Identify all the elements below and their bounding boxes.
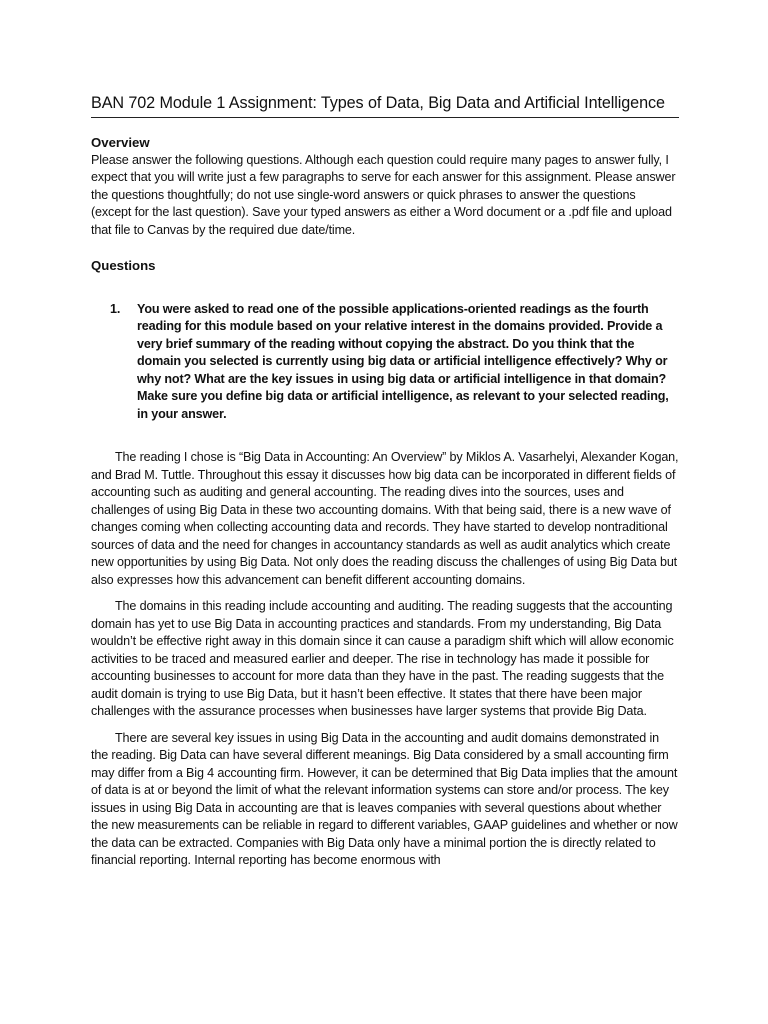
document-content <box>91 92 679 879</box>
question-text: You were asked to read one of the possible applications-oriented readings as the fourth reading for this module based on your relative interest in the domains provided. Provide a very brief summary of the reading without copying the abstract. Do you think that the domain you selected is currently using big data or artificial intelligence effectively? Why or why not? What are the key issues in using big data or artificial intelligence in that domain? Make sure you define big data or artificial intelligence, as relevant to your selected reading, in your answer. <box>137 301 669 421</box>
question-item <box>91 301 679 424</box>
answer-paragraph-3: There are several key issues in using Big Data in the accounting and audit domains demonstrated in the reading. Big Data can have several different meanings. Big Data considered by a small accounting firm may differ from a Big 4 accounting firm. However, it can be determined that Big Data implies that the amount of data is at or beyond the limit of what the relevant information systems can store and/or process. The key issues in using Big Data in accounting are that is leaves companies with several questions about whether the new measurements can be reliable in regard to different variables, GAAP guidelines and whether or now the data can be extracted. Companies with Big Data only have a minimal portion the is directly related to financial reporting. Internal reporting has become enormous with <box>91 730 678 867</box>
overview-text: Please answer the following questions. Although each question could require many pages to answer fully, I expect that you will write just a few paragraphs to serve for each answer for this assignment. Please answer the questions thoughtfully; do not use single-word answers or quick phrases to answer the questions (except for the last question). Save your typed answers as either a Word document or a .pdf file and upload that file to Canvas by the required due date/time. <box>91 152 676 237</box>
document-title: BAN 702 Module 1 Assignment: Types of Data, Big Data and Artificial Intelligence <box>91 92 679 118</box>
questions-heading: Questions <box>91 258 156 273</box>
answer-paragraph-2: The domains in this reading include accounting and auditing. The reading suggests that the accounting domain has yet to use Big Data in accounting practices and standards. From my understanding, Big Data wouldn’t be effective right away in this domain since it can cause a paradigm shift which will allow economic activities to be traced and measured earlier and deeper. The rise in technology has made it possible for accounting businesses to account for more data than they have in the past. The reading suggests that the audit domain is trying to use Big Data, but it hasn’t been effective. It states that there have been major challenges with the assurance processes when businesses have larger systems that provide Big Data. <box>91 599 674 718</box>
answer-paragraph-1: The reading I chose is “Big Data in Accounting: An Overview” by Miklos A. Vasarhelyi, Alexander Kogan, and Brad M. Tuttle. Throughout this essay it discusses how big data can be incorporated in different fields of accounting such as auditing and general accounting. The reading dives into the sources, uses and challenges of using Big Data in these two accounting domains. With that being said, there is a new wave of changes coming when collecting accounting data and records. They have started to develop nontraditional sources of data and the need for changes in accountancy standards as well as audit analytics which create new opportunities by using Big Data. Not only does the reading discuss the challenges of using Big Data but also expresses how this advancement can benefit different accounting domains. <box>91 450 679 587</box>
question-number: 1. <box>110 301 121 316</box>
answer-section <box>91 449 679 870</box>
questions-list <box>91 301 679 424</box>
overview-heading: Overview <box>91 135 150 150</box>
